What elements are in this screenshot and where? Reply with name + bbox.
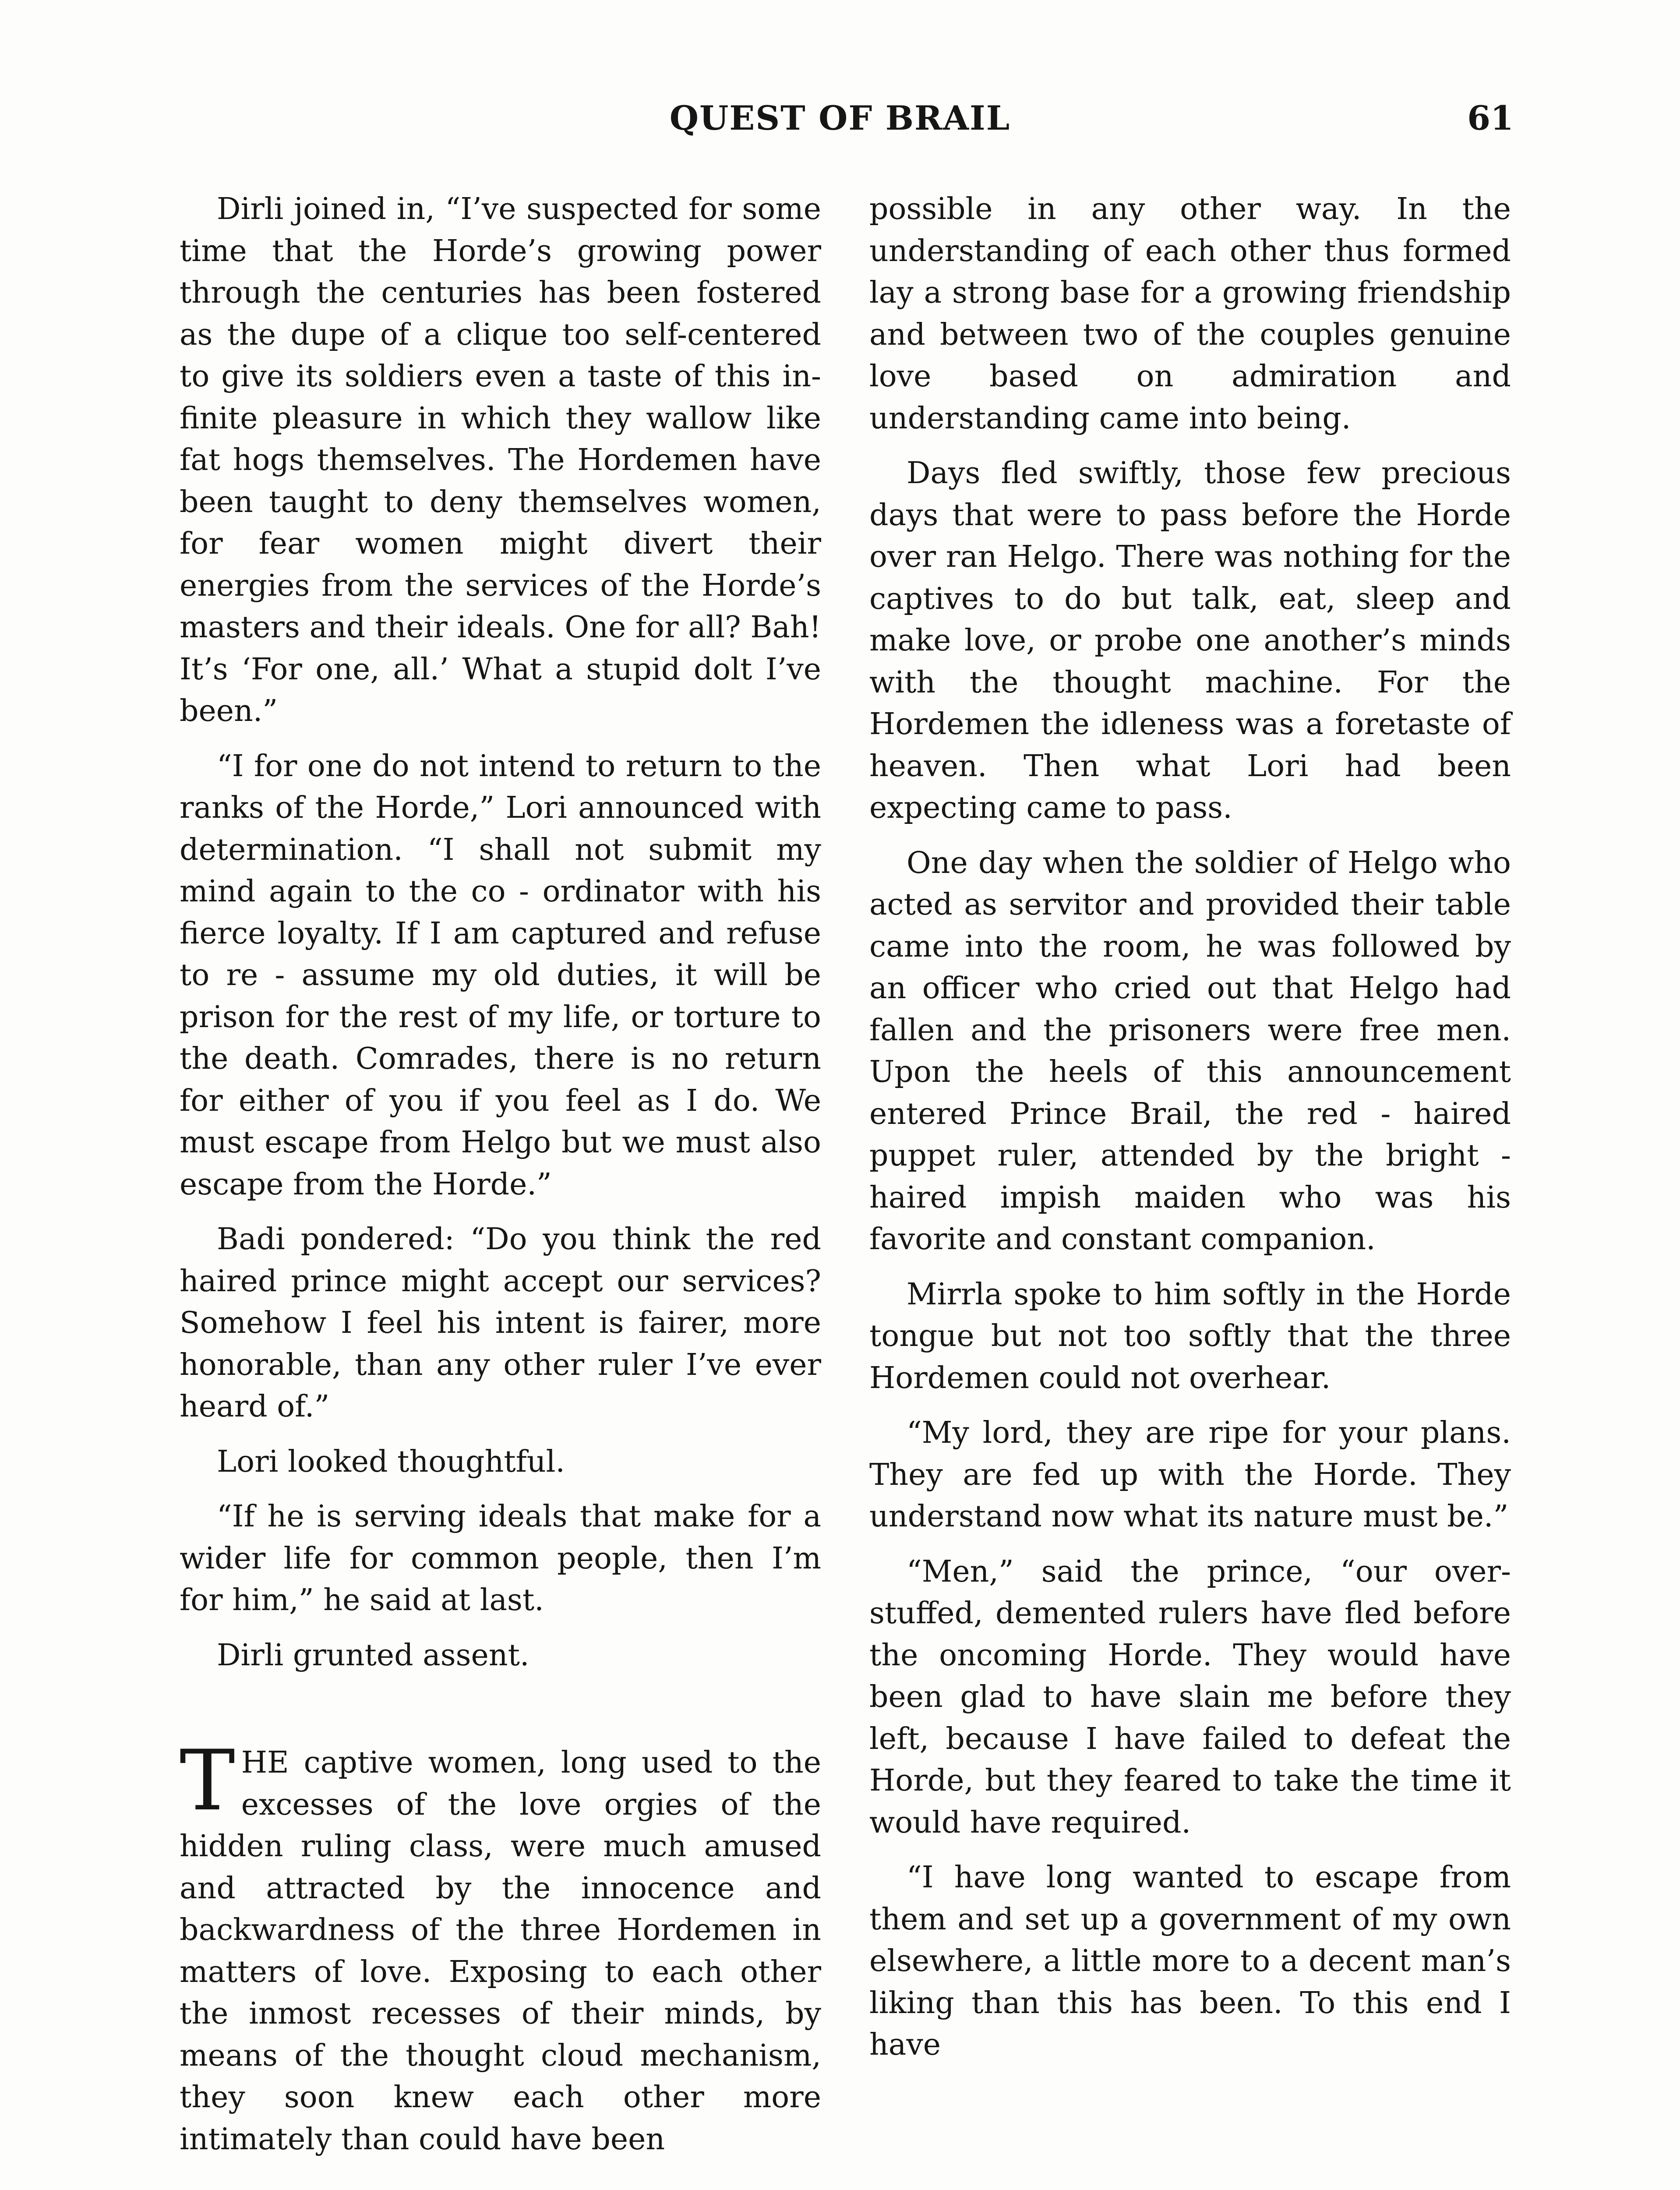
drop-cap: T <box>180 1732 235 1829</box>
left-text-column <box>180 188 821 2173</box>
running-head-title: QUEST OF BRAIL <box>669 99 1011 138</box>
paragraph: “Men,” said the prince, “our overstuffed, demented rulers have fled before the oncoming Horde. They would have been glad to have slain me before they left, because I have failed to defeat the Horde, but they feared to take the time it would have required. <box>869 1554 1511 1840</box>
section-opening-paragraph <box>180 1732 821 2160</box>
page-number: 61 <box>1467 99 1514 138</box>
paragraph-text: HE captive women, long used to the excesses of the love orgies of the hidden ruling class, were much amused and attracted by the innocence and backwardness of the three Hordemen in matters of love. Exposing to each other the inmost recesses of their minds, by means of the thought cloud mechanism, they soon knew each other more intimately than could have been <box>180 1745 821 2157</box>
paragraph: Lori looked thoughtful. <box>217 1444 565 1479</box>
paragraph: Dirli grunted assent. <box>217 1638 529 1673</box>
paragraph: “I for one do not intend to return to the ranks of the Horde,” Lori announced with determination. “I shall not submit my mind again to the co - ordinator with his fierce loyalty. If I am captured and refuse to re - assume my old duties, it will be prison for the rest of my life, or torture to the death. Comrades, there is no return for either of you if you feel as I do. We must escape from Helgo but we must also escape from the Horde.” <box>180 749 821 1202</box>
paragraph: possible in any other way. In the understanding of each other thus formed lay a strong base for a growing friendship and between two of the couples genuine love based on admiration and understanding came into being. <box>869 192 1511 436</box>
paragraph: Mirrla spoke to him softly in the Horde tongue but not too softly that the three Hordemen could not overhear. <box>869 1277 1511 1395</box>
paragraph: Dirli joined in, “I’ve suspected for some time that the Horde’s growing power through the centuries has been fostered as the dupe of a clique too self-centered to give its soldiers even a taste of this infinite pleasure in which they wallow like fat hogs themselves. The Hordemen have been taught to deny themselves women, for fear women might divert their energies from the services of the Horde’s masters and their ideals. One for all? Bah! It’s ‘For one, all.’ What a stupid dolt I’ve been.” <box>180 192 821 728</box>
paragraph: Badi pondered: “Do you think the red haired prince might accept our services? Somehow I feel his intent is fairer, more honorable, than any other ruler I’ve ever heard of.” <box>180 1222 821 1424</box>
paragraph: One day when the soldier of Helgo who acted as servitor and provided their table came into the room, he was followed by an officer who cried out that Helgo had fallen and the prisoners were free men. Upon the heels of this announcement entered Prince Brail, the red - haired puppet ruler, attended by the bright - haired impish maiden who was his favorite and constant companion. <box>869 845 1511 1257</box>
right-text-column <box>869 188 1511 2066</box>
paragraph: “If he is serving ideals that make for a wider life for common people, then I’m for him,” he said at last. <box>180 1499 821 1618</box>
paragraph: “I have long wanted to escape from them and set up a government of my own elsewhere, a little more to a decent man’s liking than this has been. To this end I have <box>869 1860 1511 2062</box>
paragraph: Days fled swiftly, those few precious days that were to pass before the Horde over ran Helgo. There was nothing for the captives to do but talk, eat, sleep and make love, or probe one another’s minds with the thought machine. For the Hordemen the idleness was a foretaste of heaven. Then what Lori had been expecting came to pass. <box>869 456 1511 825</box>
paragraph: “My lord, they are ripe for your plans. They are fed up with the Horde. They understand now what its nature must be.” <box>869 1416 1511 1534</box>
